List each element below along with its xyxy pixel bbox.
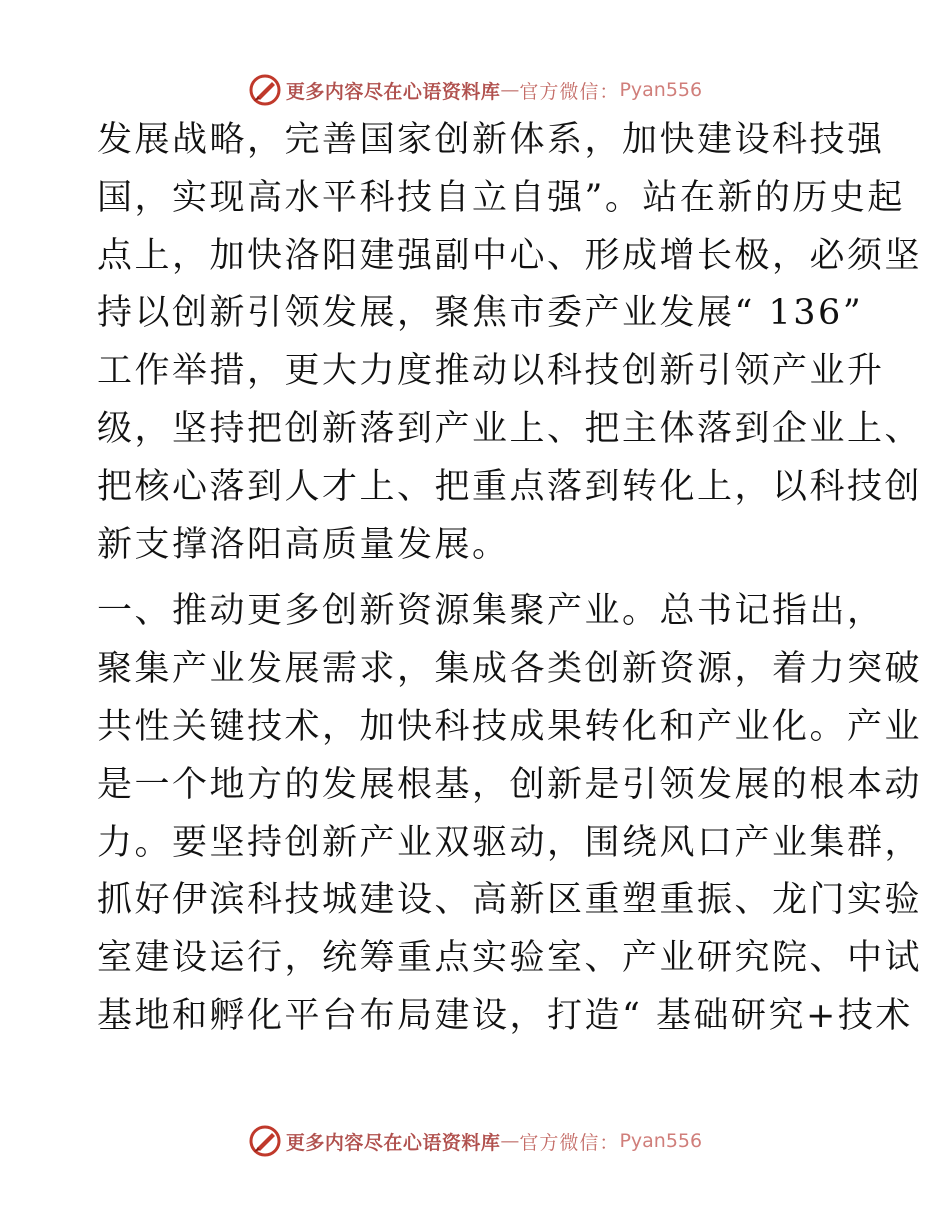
text-line: 工作举措，更大力度推动以科技创新引领产业升 — [97, 351, 885, 392]
watermark-header — [0, 70, 950, 110]
watermark-id: Pyan556 — [619, 1130, 703, 1152]
brand-logo-icon — [248, 1124, 282, 1158]
paragraph-section-one — [97, 583, 923, 1045]
watermark-brand: 更多内容尽在心语资料库 — [285, 80, 501, 103]
text-line: 共性关键技术，加快科技成果转化和产业化。产业 — [97, 706, 923, 747]
text-line: 国，实现高水平科技自立自强”。站在新的历史起 — [97, 177, 905, 218]
text-line: 一、推动更多创新资源集聚产业。总书记指出， — [97, 591, 885, 632]
text-line: 发展战略，完善国家创新体系，加快建设科技强 — [97, 120, 885, 160]
watermark-footer — [0, 1121, 950, 1161]
text-line: 点上，加快洛阳建强副中心、形成增长极，必须坚 — [97, 235, 923, 276]
paragraph-intro — [97, 112, 923, 574]
document-body — [97, 112, 923, 1046]
text-line: 级，坚持把创新落到产业上、把主体落到企业上、 — [97, 408, 923, 449]
watermark-id: Pyan556 — [619, 79, 703, 101]
text-line: 把核心落到人才上、把重点落到转化上，以科技创 — [97, 466, 923, 507]
text-line: 基地和孵化平台布局建设，打造“ 基础研究+技术 — [97, 995, 913, 1036]
text-line: 抓好伊滨科技城建设、高新区重塑重振、龙门实验 — [97, 880, 923, 921]
brand-logo-icon — [248, 73, 282, 107]
text-line: 室建设运行，统筹重点实验室、产业研究院、中试 — [97, 938, 923, 979]
text-line: 聚集产业发展需求，集成各类创新资源，着力突破 — [97, 649, 923, 690]
text-line: 是一个地方的发展根基，创新是引领发展的根本动 — [97, 764, 923, 805]
text-line: 力。要坚持创新产业双驱动，围绕风口产业集群， — [97, 822, 923, 863]
watermark-brand: 更多内容尽在心语资料库 — [285, 1131, 501, 1154]
watermark-label: 官方微信： — [519, 1131, 620, 1154]
watermark-label: 官方微信： — [519, 80, 620, 103]
watermark-dash: — — [500, 1130, 520, 1152]
text-line: 持以创新引领发展，聚焦市委产业发展“ 136” — [97, 293, 864, 334]
text-line: 新支撑洛阳高质量发展。 — [97, 524, 510, 565]
watermark-dash: — — [500, 79, 520, 101]
